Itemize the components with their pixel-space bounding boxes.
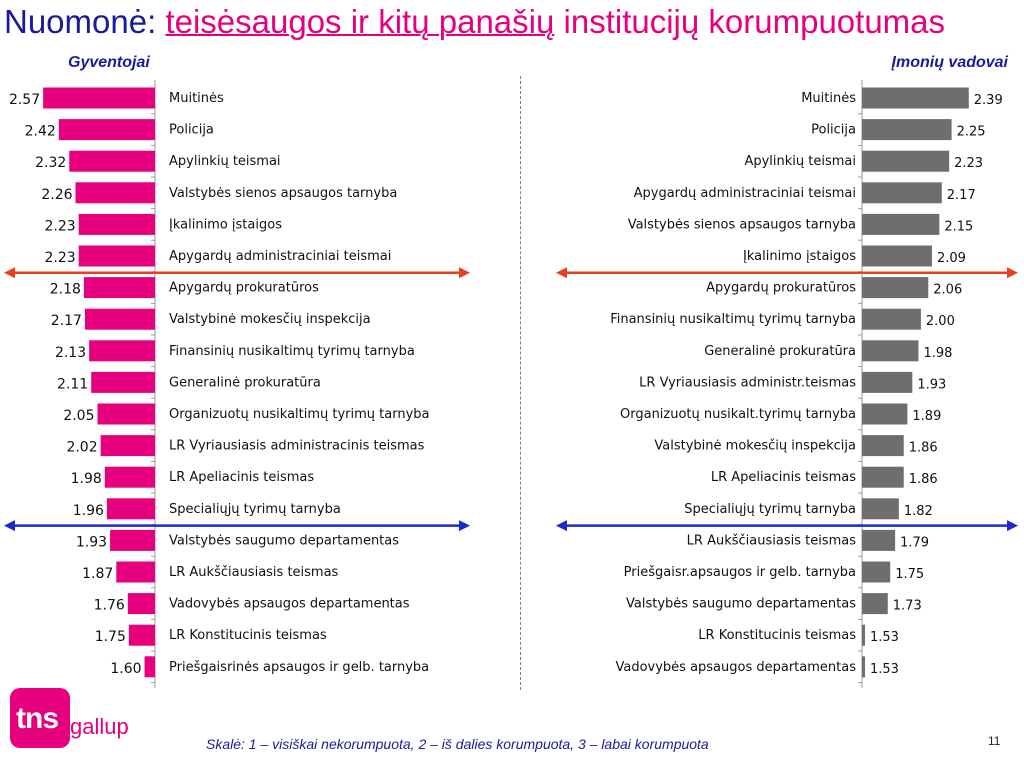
- right-category-label: Valstybės sienos apsaugos tarnyba: [627, 217, 856, 233]
- left-value-label: 2.11: [57, 376, 89, 393]
- left-value-label: 2.05: [63, 408, 95, 424]
- scale-footnote: Skalė: 1 – visiškai nekorumpuota, 2 – iš dalies korumpuota, 3 – labai korumpuota: [206, 736, 709, 752]
- right-category-label: Apygardų prokuratūros: [706, 280, 856, 296]
- left-value-label: 2.17: [50, 313, 82, 330]
- right-category-label: Įkalinimo įstaigos: [743, 249, 856, 264]
- right-value-label: 1.86: [908, 440, 938, 456]
- left-category-label: LR Vyriausiasis administracinis teismas: [169, 438, 425, 454]
- right-category-label: LR Apeliacinis teismas: [710, 470, 856, 486]
- right-category-label: Policija: [811, 122, 856, 138]
- lower-group-marker-right-right-head: [1007, 520, 1018, 531]
- left-value-label: 2.23: [44, 250, 76, 266]
- right-value-label: 1.79: [900, 535, 930, 551]
- page-title: [4, 0, 945, 44]
- upper-group-marker-right-right-head: [1007, 267, 1018, 278]
- right-bar-chart: [0, 76, 1024, 690]
- right-value-label: 2.15: [944, 219, 974, 235]
- upper-group-marker-right-left-head: [556, 267, 567, 278]
- right-value-label: 1.86: [908, 472, 938, 488]
- right-value-label: 1.82: [903, 503, 933, 519]
- right-category-label: Generalinė prokuratūra: [704, 343, 856, 359]
- left-category-label: Generalinė prokuratūra: [169, 375, 321, 391]
- right-bar: [862, 467, 904, 488]
- right-bar: [862, 593, 888, 614]
- left-value-label: 1.76: [93, 597, 125, 614]
- right-category-label: Valstybinė mokesčių inspekcija: [654, 438, 856, 454]
- title-prefix: Nuomonė:: [4, 3, 157, 40]
- right-bar: [862, 435, 904, 456]
- right-bar: [862, 309, 921, 330]
- left-value-label: 1.75: [94, 629, 126, 646]
- left-category-label: LR Konstitucinis teismas: [169, 628, 327, 644]
- left-value-label: 2.26: [41, 186, 73, 203]
- left-value-label: 1.98: [70, 471, 102, 488]
- left-value-label: 2.13: [54, 344, 87, 361]
- right-category-label: Apylinkių teismai: [744, 154, 856, 170]
- right-category-label: Finansinių nusikaltimų tyrimų tarnyba: [610, 312, 856, 328]
- left-panel-title: Gyventojai: [68, 54, 150, 71]
- right-category-label: Specialiųjų tyrimų tarnyba: [684, 501, 856, 517]
- right-bar: [862, 404, 907, 425]
- left-category-label: Vadovybės apsaugos departamentas: [169, 596, 410, 612]
- right-category-label: LR Vyriausiasis administr.teismas: [639, 375, 856, 391]
- right-value-label: 2.39: [973, 93, 1003, 108]
- left-category-label: Valstybinė mokesčių inspekcija: [169, 312, 371, 328]
- right-category-label: Apygardų administraciniai teismai: [633, 185, 856, 201]
- left-category-label: Valstybės sienos apsaugos tarnyba: [169, 185, 398, 201]
- right-value-label: 2.06: [933, 282, 963, 298]
- right-category-label: Priešgaisr.apsaugos ir gelb. tarnyba: [623, 565, 856, 580]
- left-value-label: 2.02: [66, 439, 98, 456]
- right-bar: [862, 277, 928, 298]
- right-value-label: 2.23: [954, 156, 984, 172]
- logo-brand-text: tns: [16, 702, 58, 735]
- title-highlight: teisėsaugos ir kitų panašių: [165, 3, 555, 40]
- right-bar: [862, 151, 949, 172]
- right-category-label: LR Aukščiausiasis teismas: [686, 533, 856, 549]
- right-value-label: 2.09: [936, 251, 966, 266]
- lower-group-marker-right-left-head: [556, 520, 567, 531]
- left-category-label: Specialiųjų tyrimų tarnyba: [169, 501, 341, 517]
- right-value-label: 1.93: [917, 377, 947, 393]
- right-category-label: Organizuotų nusikalt.tyrimų tarnyba: [620, 407, 856, 422]
- right-bar: [862, 119, 952, 140]
- left-category-label: Muitinės: [169, 91, 224, 106]
- right-value-label: 1.53: [870, 630, 899, 646]
- left-value-label: 1.87: [82, 566, 114, 582]
- right-value-label: 2.00: [925, 314, 955, 330]
- right-value-label: 1.89: [912, 409, 942, 424]
- left-category-label: Finansinių nusikaltimų tyrimų tarnyba: [169, 343, 415, 359]
- left-category-label: Apygardų prokuratūros: [169, 280, 319, 296]
- right-bar: [862, 372, 912, 393]
- left-value-label: 2.42: [24, 123, 56, 140]
- left-category-label: Apylinkių teismai: [169, 154, 281, 170]
- right-bar: [862, 562, 890, 583]
- right-value-label: 1.98: [923, 345, 953, 361]
- right-bar: [862, 625, 865, 646]
- left-category-label: Policija: [169, 122, 214, 138]
- title-rest: institucijų korumpuotumas: [563, 3, 946, 40]
- right-bar: [862, 530, 895, 551]
- left-category-label: Priešgaisrinės apsaugos ir gelb. tarnyba: [169, 659, 430, 675]
- logo-subbrand-text: gallup: [70, 714, 129, 739]
- right-value-label: 1.53: [870, 661, 899, 677]
- left-value-label: 2.32: [35, 155, 67, 172]
- right-bar: [862, 214, 939, 235]
- left-category-label: LR Aukščiausiasis teismas: [169, 565, 339, 580]
- left-value-label: 2.23: [44, 218, 76, 235]
- left-category-label: Įkalinimo įstaigos: [169, 217, 282, 233]
- left-category-label: LR Apeliacinis teismas: [169, 470, 315, 486]
- right-category-label: LR Konstitucinis teismas: [698, 628, 856, 644]
- right-bar: [862, 182, 942, 203]
- left-category-label: Organizuotų nusikaltimų tyrimų tarnyba: [169, 407, 430, 422]
- left-value-label: 2.18: [49, 281, 81, 298]
- left-value-label: 2.57: [8, 92, 41, 108]
- right-category-label: Valstybės saugumo departamentas: [625, 596, 856, 612]
- right-value-label: 1.73: [892, 598, 922, 614]
- right-bar: [862, 340, 918, 361]
- right-panel-title: Įmonių vadovai: [891, 54, 1008, 71]
- right-value-label: 2.17: [946, 187, 976, 203]
- left-value-label: 1.96: [72, 502, 104, 519]
- left-value-label: 1.93: [75, 534, 108, 551]
- right-bar: [862, 498, 899, 519]
- right-value-label: 1.75: [895, 567, 925, 582]
- left-category-label: Valstybės saugumo departamentas: [169, 533, 400, 549]
- right-category-label: Muitinės: [801, 91, 856, 106]
- right-value-label: 2.25: [956, 124, 986, 140]
- tns-logo: [10, 688, 70, 748]
- page-number: 11: [988, 734, 1001, 748]
- left-category-label: Apygardų administraciniai teismai: [169, 249, 392, 264]
- right-bar: [862, 88, 969, 109]
- right-category-label: Vadovybės apsaugos departamentas: [615, 659, 856, 675]
- left-value-label: 1.60: [110, 660, 142, 677]
- right-bar: [862, 246, 932, 267]
- right-bar: [862, 656, 865, 677]
